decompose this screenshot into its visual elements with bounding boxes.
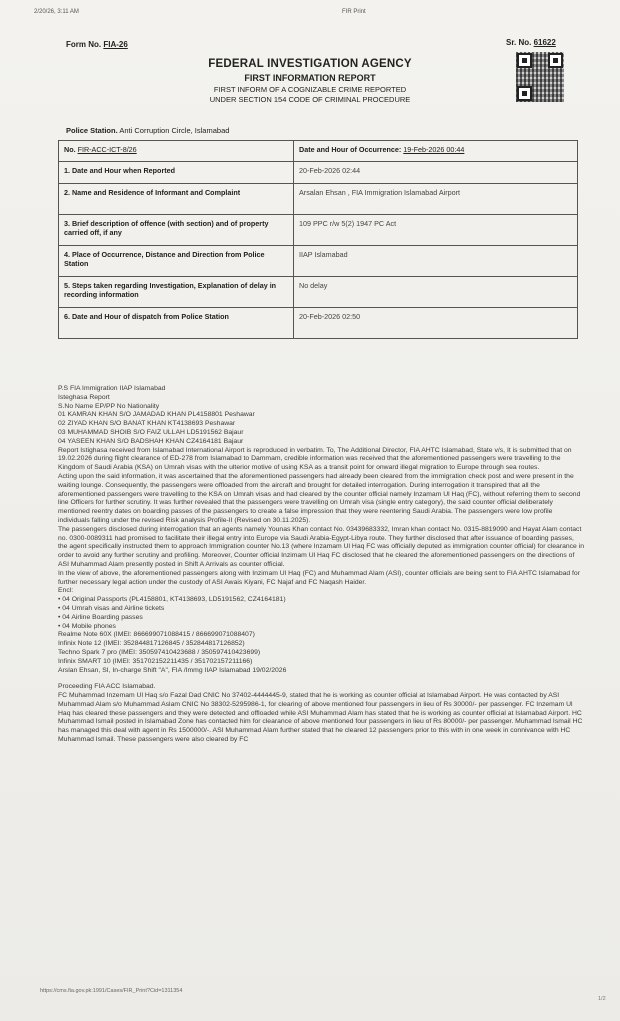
body-line: 03 MUHAMMAD SHOIB S/O FAIZ ULLAH LD5191562 Bajaur <box>58 428 244 436</box>
row-label: 2. Name and Residence of Informant and Complaint <box>59 184 294 215</box>
form-number <box>66 40 128 49</box>
document-header <box>120 58 500 104</box>
agency-title: FEDERAL INVESTIGATION AGENCY <box>208 58 412 70</box>
body-line: Techno Spark 7 pro (IMEI: 350597410423688 / 350597410423699) <box>58 648 261 656</box>
table-row <box>59 277 578 308</box>
report-subtitle-2: UNDER SECTION 154 CODE OF CRIMINAL PROCEDURE <box>209 95 411 104</box>
occurrence-label: Date and Hour of Occurrence: <box>299 145 402 154</box>
qr-code <box>516 52 564 102</box>
body-line: Realme Note 60X (IMEI: 866699071088415 / 866699071088407) <box>58 631 255 639</box>
row-label: 4. Place of Occurrence, Distance and Direction from Police Station <box>59 246 294 277</box>
enclosure-item: • 04 Umrah visas and Airline tickets <box>58 604 165 612</box>
police-station-value: Anti Corruption Circle, Islamabad <box>119 126 230 135</box>
serial-number <box>506 38 556 47</box>
row-label: 6. Date and Hour of dispatch from Police Station <box>59 308 294 339</box>
fir-number-cell <box>59 141 294 162</box>
report-subtitle-1: FIRST INFORM OF A COGNIZABLE CRIME REPORTED <box>213 85 407 94</box>
body-line: Infinix SMART 10 (IMEI: 351702152211435 / 351702157211166) <box>58 657 253 665</box>
body-line: 02 ZIYAD KHAN S/O BANAT KHAN KT4138693 Peshawar <box>58 420 236 428</box>
print-timestamp: 2/20/26, 3:11 AM <box>34 9 79 15</box>
proceeding-title: Proceeding FIA ACC Islamabad. <box>58 683 156 691</box>
occurrence-cell <box>294 141 578 162</box>
body-line: 04 YASEEN KHAN S/O BADSHAH KHAN CZ4164181 Bajaur <box>58 437 244 445</box>
table-row <box>59 162 578 184</box>
body-line: P.S FIA Immigration IIAP Islamabad <box>58 385 166 392</box>
table-row <box>59 184 578 215</box>
row-value: No delay <box>294 277 578 308</box>
police-station-label: Police Station. <box>66 126 118 135</box>
body-line: Infinix Note 12 (IMEI: 352844817126845 / 352844817126852) <box>58 640 245 648</box>
body-line: Arslan Ehsan, SI, In-charge Shift "A", FIA /Immg IIAP Islamabad 19/02/2026 <box>58 666 287 674</box>
police-station <box>66 126 229 135</box>
row-value: 20-Feb-2026 02:44 <box>294 162 578 184</box>
body-paragraph: Acting upon the said information, it was ascertained that the aforementioned passengers had already been cleared from the immigration check post and were present in the waiting lounge. Consequently, the passengers were offloaded from the aircraft and brought for detailed interrogation. During interrogation it transpired that all the aforementioned passengers were travelling to the KSA on Umrah visas and had cleared by the counter official namely Inzamam Ul Haq (FC), without referring them to second line Officers for further scrutiny. It was further revealed that the passengers were travelling on Umrah visa (single entry category), the said counter official deliberately mentioned reentry dates on boarding passes of the passengers to create a false impression that they were reentering Saudi Arabia. The passengers were low profile individuals falling under the revised Risk analysis Profile-II (Revised on 30.11.2025). <box>58 472 581 524</box>
enclosure-item: • 04 Mobile phones <box>58 622 116 630</box>
row-label: 5. Steps taken regarding Investigation, Explanation of delay in recording information <box>59 277 294 308</box>
page-number: 1/2 <box>598 996 606 1002</box>
form-number-value: FIA-26 <box>103 40 128 49</box>
table-row <box>59 308 578 339</box>
body-paragraph: The passengers disclosed during interrogation that an agents namely Younas Khan contact No. 03439683332, Imran khan contact No. 0315-8819090 and Hayat Alam contact no. 0300-0089311 had promised to facilitate their illegal entry into Europe via Saudi Arabia-Egypt-Libya route. They further disclosed that after issuance of boarding passes, the agent specifically instructed them to approach Immigration counter No.13 (where Inzamam Ul Haq FC was officially deputed as immigration counter official) for clearance in order to avoid any further scrutiny and profiling. Moreover, Counter official Inzimam Ul Haq FC disclosed that he cleared the aforementioned passengers on the directions of ASI Muhammad Alam presently posted in Shift A Arrivals as counter official. <box>58 525 584 568</box>
serial-number-label: Sr. No. <box>506 38 532 47</box>
report-body <box>58 385 584 745</box>
body-line: Encl: <box>58 587 74 595</box>
serial-number-value: 61622 <box>533 38 556 47</box>
fir-number-value: FIR-ACC-ICT-8/26 <box>77 145 137 154</box>
table-row <box>59 141 578 162</box>
body-line: 01 KAMRAN KHAN S/O JAMADAD KHAN PL4158801 Peshawar <box>58 411 255 419</box>
row-value: 20-Feb-2026 02:50 <box>294 308 578 339</box>
print-title: FIR Print <box>342 9 366 15</box>
body-paragraph: Report Istighasa received from Islamabad International Airport is reproduced in verbatim. To, The Additional Director, FIA AHTC Islamabad, State v/s, It is submitted that on 19.02.2026 during flight clearance of ED-278 from Islamabad to Dammam, credible information was received that the aforementioned passengers were travelling to the Kingdom of Saudi Arabia (KSA) on Umrah visas with the ulterior motive of using KSA as a transit point for onward illegal migration to Europe through sea routes. <box>58 446 572 472</box>
print-url: https://cms.fia.gov.pk:1991/Cases/FIR_Print?Cid=1311354 <box>40 988 183 994</box>
row-label: 1. Date and Hour when Reported <box>59 162 294 184</box>
body-paragraph: In the view of above, the aforementioned passengers along with Inzimam Ul Haq (FC) and Muhammad Alam (ASI), counter officials are being sent to FIA AHTC Islamabad for further necessary legal action under the custody of ASI Awais Kiyani, FC Najaf and FC Naqash Haider. <box>58 569 580 586</box>
body-line: S.No Name EP/PP No Nationality <box>58 402 160 410</box>
proceeding-paragraph: FC Muhammad Inzemam Ul Haq s/o Fazal Dad CNIC No 37402-4444445-9, stated that he is working as counter official at Islamabad Airport. He was contacted by ASI Muhammad Alam s/o Muhammad Aslam CNIC No 38302-5295986-1, for clearing of above mentioned four passengers in lieu of Rs 30000/- per passenger. FC Inzemam Ul Haq has cleared these passengers and they were detected and offloaded while ASI Muhammad Alam has stated that he is working as counter official at Islamabad Airport. HC Muhammad Ismail posted in Islamabad Zone has contacted him for clearance of above mentioned four passengers in lieu of Rs 80000/- per passenger. Muhammad Ismail HC has managed this deal with agent in Rs 1500000/-. ASI Muhammad Alam further stated that he cleared 12 passengers prior to this with in one week in connivance with HC Muhammad Ismail. These passengers were also cleared by FC <box>58 692 583 744</box>
row-label: 3. Brief description of offence (with section) and of property carried off, if any <box>59 215 294 246</box>
row-value: IIAP Islamabad <box>294 246 578 277</box>
enclosure-item: • 04 Original Passports (PL4158801, KT4138693, LD5191562, CZ4164181) <box>58 596 286 604</box>
row-value: Arsalan Ehsan , FIA Immigration Islamabad Airport <box>294 184 578 215</box>
fir-details-table <box>58 140 578 339</box>
row-value: 109 PPC r/w 5(2) 1947 PC Act <box>294 215 578 246</box>
table-row <box>59 215 578 246</box>
enclosure-item: • 04 Airline Boarding passes <box>58 613 143 621</box>
table-row <box>59 246 578 277</box>
fir-number-label: No. <box>64 145 76 154</box>
report-title: FIRST INFORMATION REPORT <box>244 73 376 83</box>
occurrence-value: 19-Feb-2026 00:44 <box>403 145 465 154</box>
form-number-label: Form No. <box>66 40 102 49</box>
body-line: Isteghasa Report <box>58 393 110 401</box>
